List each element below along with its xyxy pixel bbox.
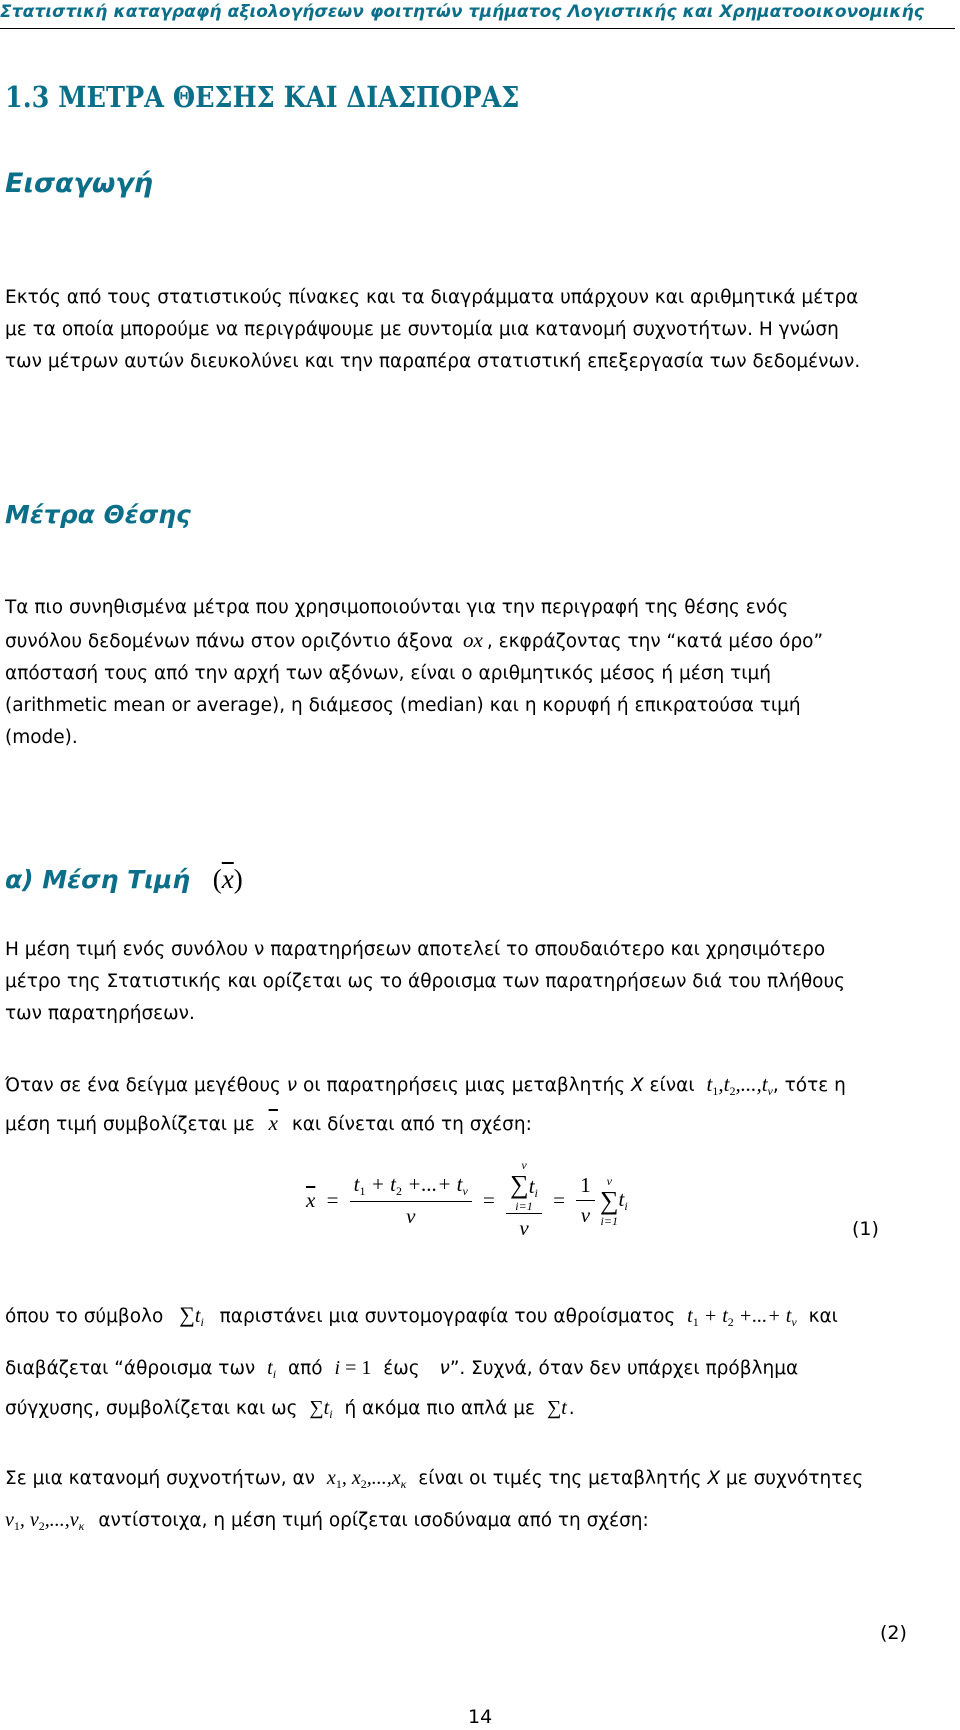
text-run: και bbox=[808, 1306, 838, 1327]
text-run: οι παρατηρήσεις μιας μεταβλητής bbox=[303, 1075, 626, 1096]
variable-x: X bbox=[707, 1468, 721, 1489]
equation-2-number: (2) bbox=[880, 1622, 907, 1644]
text-run: με συχνότητες bbox=[725, 1468, 864, 1489]
paragraph-line: μέτρο της Στατιστικής και ορίζεται ως το άθροισμα των παρατηρήσεων διά του πλήθους bbox=[5, 971, 846, 992]
position-measures-paragraph bbox=[5, 592, 955, 754]
paragraph-line: σύγχυσης, συμβολίζεται και ως $\sum t_i$ ή ακόμα πιο απλά με ∑t . bbox=[5, 1397, 575, 1421]
paragraph-line: (mode). bbox=[5, 727, 78, 748]
text-run: Όταν σε ένα δείγμα μεγέθους bbox=[5, 1075, 281, 1096]
running-header: Στατιστική καταγραφή αξιολογήσεων φοιτητών τμήματος Λογιστικής και Χρηματοοικονομικής bbox=[0, 0, 955, 29]
paragraph-line: Η μέση τιμή ενός συνόλου ν παρατηρήσεων αποτελεί το σπουδαιότερο και χρησιμότερο bbox=[5, 939, 826, 960]
mean-symbol-paren: $(\overline{x})$ bbox=[212, 864, 243, 894]
text-run: και δίνεται από τη σχέση: bbox=[291, 1114, 532, 1135]
eq1-fraction-b: ν $\sum t_i$ i=1 ν bbox=[506, 1160, 542, 1241]
text-run: συνόλου δεδομένων πάνω στον οριζόντιο άξονα bbox=[5, 631, 454, 652]
text-run: είναι bbox=[649, 1075, 695, 1096]
paragraph-line: των παρατηρήσεων. bbox=[5, 1003, 195, 1024]
nu-symbol: ν bbox=[286, 1075, 298, 1096]
text-run: Σε μια κατανομή συχνοτήτων, αν bbox=[5, 1468, 316, 1489]
text-run: σύγχυσης, συμβολίζεται και ως bbox=[5, 1398, 298, 1419]
intro-line: Εκτός από τους στατιστικούς πίνακες και τα διαγράμματα υπάρχουν και αριθμητικά μέτρα bbox=[5, 287, 859, 308]
text-run: αντίστοιχα, η μέση τιμή ορίζεται ισοδύναμα από τη σχέση: bbox=[98, 1510, 649, 1531]
page-number: 14 bbox=[468, 1706, 493, 1728]
observations-formula: $t_1,t_2,...,t_\nu$ bbox=[706, 1072, 773, 1098]
sum-expansion-formula: $t_1 + t_2$ +...+ $t_\nu$ bbox=[687, 1305, 797, 1329]
equation-1: $\overline{x}$ = $\frac{t_1 + t_2 +...+ t_\nu}{\nu}$ = ν $\sum t_i$ i=1 ν = $\frac{1}{\nu}$ ν ∑ i=1 $t_i$ bbox=[306, 1158, 628, 1240]
paragraph-line: απόστασή τους από την αρχή των αξόνων, είναι ο αριθμητικός μέσος ή μέση τιμή bbox=[5, 663, 772, 684]
nu-symbol: ν bbox=[439, 1358, 450, 1379]
paragraph-line bbox=[5, 1502, 955, 1544]
sum-symbol-formula: $\sum t_i$ bbox=[179, 1302, 204, 1329]
text-run: , τότε η bbox=[772, 1075, 846, 1096]
section-title: 1.3 ΜΕΤΡΑ ΘΕΣΗΣ ΚΑΙ ΔΙΑΣΠΟΡΑΣ bbox=[5, 80, 520, 114]
text-run: , εκφράζοντας την “κατά μέσο όρο” bbox=[486, 631, 824, 652]
paragraph-line bbox=[5, 1351, 955, 1391]
equation-1-number: (1) bbox=[852, 1218, 879, 1240]
intro-line: με τα οποία μπορούμε να περιγράψουμε με συντομία μια κατανομή συχνοτήτων. Η γνώση bbox=[5, 319, 839, 340]
values-formula: $x_1$, $x_2,...,x_\kappa$ bbox=[326, 1467, 407, 1491]
paragraph-line: Τα πιο συνηθισμένα μέτρα που χρησιμοποιούνται για την περιγραφή της θέσης ενός bbox=[5, 597, 789, 618]
variable-x: X bbox=[630, 1075, 644, 1096]
sum-notation-paragraph bbox=[5, 1298, 955, 1431]
text-run: είναι οι τιμές της μεταβλητής bbox=[418, 1468, 702, 1489]
mean-definition-paragraph bbox=[5, 934, 955, 1030]
eq1-mean: $\overline{x}$ bbox=[306, 1188, 316, 1212]
intro-line: των μέτρων αυτών διευκολύνει και την παραπέρα στατιστική επεξεργασία των δεδομένων. bbox=[5, 351, 861, 372]
eq1-fraction-a: $\frac{t_1 + t_2 +...+ t_\nu}{\nu}$ bbox=[350, 1172, 472, 1229]
mean-heading bbox=[5, 864, 243, 895]
sample-paragraph bbox=[5, 1068, 955, 1141]
text-run: όπου το σύμβολο bbox=[5, 1306, 164, 1327]
paragraph-line bbox=[5, 624, 955, 658]
intro-heading: Εισαγωγή bbox=[5, 168, 154, 199]
text-run: από bbox=[287, 1358, 323, 1379]
axis-symbol: ox bbox=[463, 628, 483, 652]
text-run: ή ακόμα πιο απλά με bbox=[344, 1398, 536, 1419]
intro-paragraph bbox=[5, 282, 955, 378]
text-run: παριστάνει μια συντομογραφία του αθροίσματος bbox=[219, 1306, 676, 1327]
frequency-paragraph bbox=[5, 1460, 955, 1544]
text-run: ”. Συχνά, όταν δεν υπάρχει πρόβλημα bbox=[449, 1358, 799, 1379]
mean-heading-text: α) Μέση Τιμή bbox=[5, 865, 191, 894]
mean-symbol-inline: $\overline{x}$ bbox=[268, 1111, 278, 1135]
shortest-sum-formula: ∑t bbox=[546, 1397, 567, 1419]
text-run: μέση τιμή συμβολίζεται με bbox=[5, 1114, 255, 1135]
eq1-fraction-c: $\frac{1}{\nu}$ bbox=[576, 1173, 595, 1228]
paragraph-line bbox=[5, 1460, 955, 1502]
paragraph-line bbox=[5, 1107, 955, 1141]
frequencies-formula: $\nu_1$, $\nu_2,...,\nu_\kappa$ bbox=[5, 1509, 85, 1533]
paragraph-line bbox=[5, 1068, 955, 1107]
short-sum-formula: $\sum t_i$ bbox=[309, 1397, 333, 1421]
text-run: διαβάζεται “άθροισμα των bbox=[5, 1358, 256, 1379]
text-run: έως bbox=[383, 1358, 420, 1379]
paragraph-line bbox=[5, 1298, 955, 1339]
paragraph-line: (arithmetic mean or average), η διάμεσος (median) και η κορυφή ή επικρατούσα τιμή bbox=[5, 695, 801, 716]
position-measures-heading: Μέτρα Θέσης bbox=[5, 500, 191, 529]
index-start-formula: i = 1 bbox=[334, 1357, 372, 1379]
mean-symbol: $\overline{x}$ bbox=[221, 864, 234, 894]
ti-symbol: $t_i$ bbox=[267, 1357, 277, 1381]
